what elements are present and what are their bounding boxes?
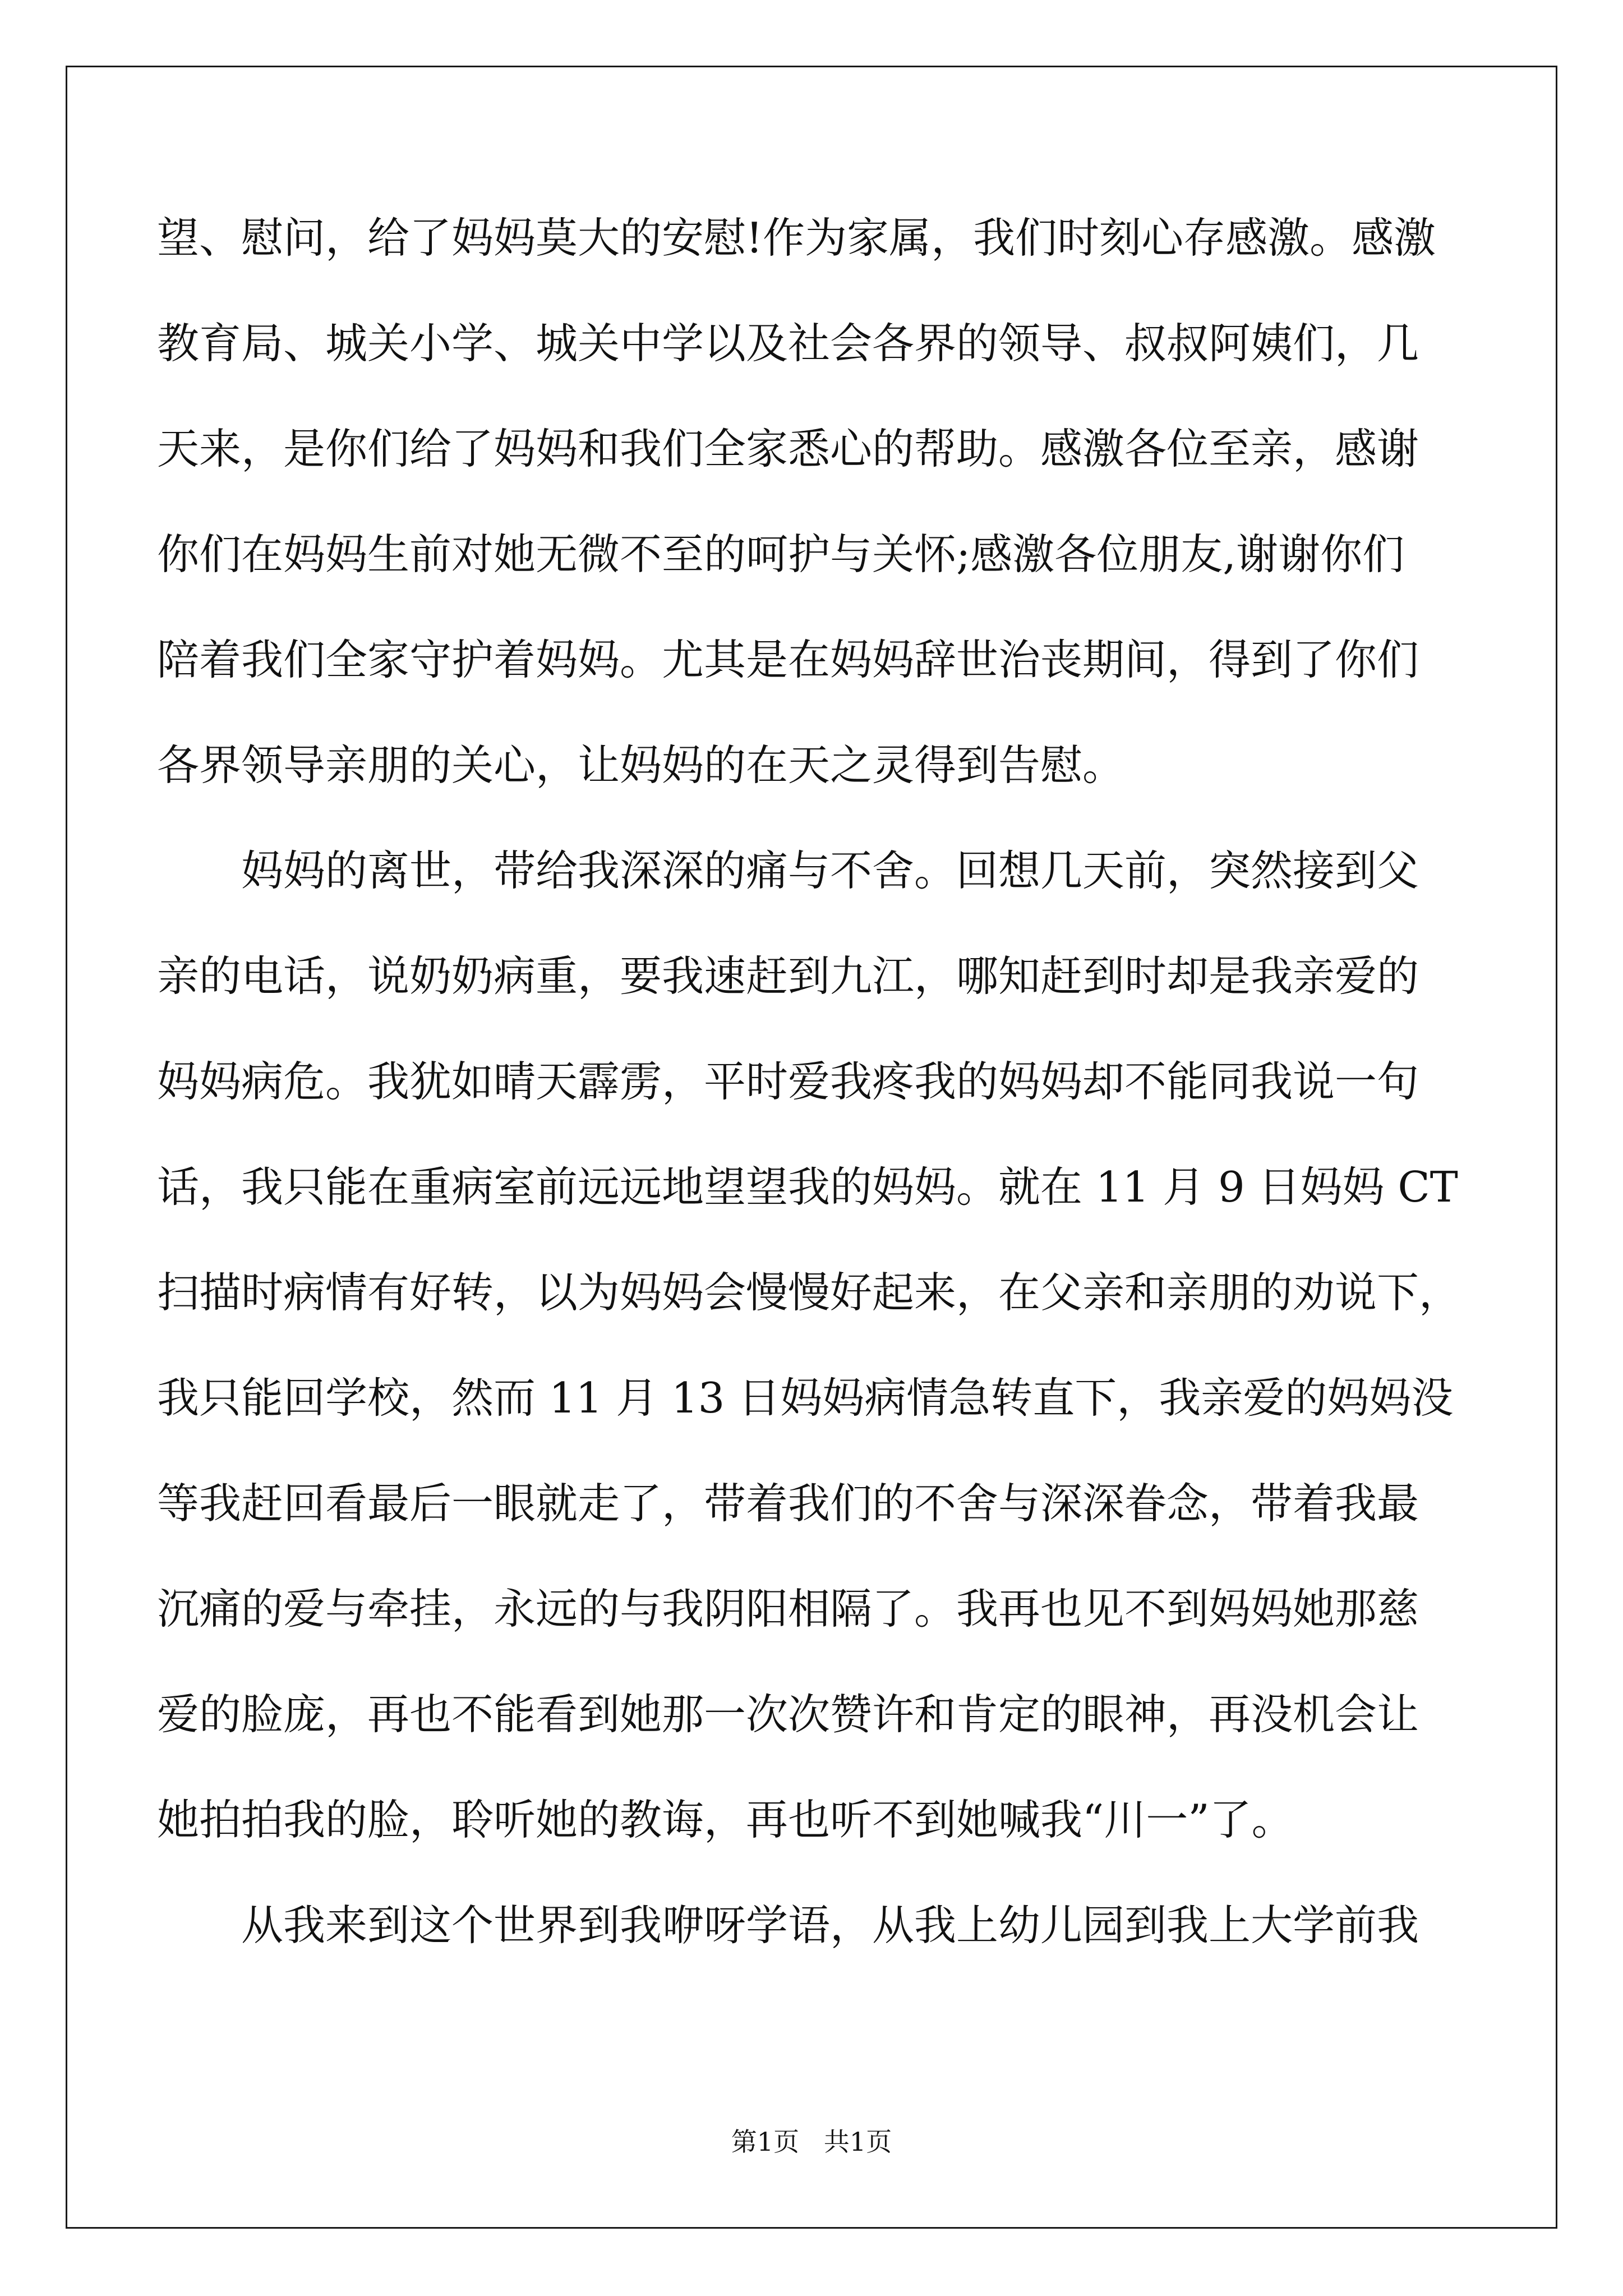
text-line: 我只能回学校，然而 11 月 13 日妈妈病情急转直下，我亲爱的妈妈没 (157, 1373, 1454, 1423)
text-line: 陪着我们全家守护着妈妈。尤其是在妈妈辞世治丧期间，得到了你们 (157, 635, 1419, 684)
text-line: 沉痛的爱与牵挂，永远的与我阴阳相隔了。我再也见不到妈妈她那慈 (157, 1584, 1419, 1634)
paragraph-first-line: 从我来到这个世界到我咿呀学语，从我上幼儿园到我上大学前我 (157, 1901, 1419, 1950)
text-line: 话，我只能在重病室前远远地望望我的妈妈。就在 11 月 9 日妈妈 CT (157, 1162, 1458, 1212)
text-line: 等我赶回看最后一眼就走了，带着我们的不舍与深深眷念，带着我最 (157, 1479, 1419, 1528)
text-line: 妈妈病危。我犹如晴天霹雳，平时爱我疼我的妈妈却不能同我说一句 (157, 1057, 1419, 1106)
text-line: 你们在妈妈生前对她无微不至的呵护与关怀;感激各位朋友,谢谢你们 (157, 530, 1405, 579)
text-line: 她拍拍我的脸，聆听她的教诲，再也听不到她喊我“川一”了。 (157, 1795, 1294, 1844)
document-body (157, 185, 1469, 1978)
text-line: 望、慰问，给了妈妈莫大的安慰!作为家属，我们时刻心存感激。感激 (157, 213, 1436, 263)
text-line: 各界领导亲朋的关心，让妈妈的在天之灵得到告慰。 (157, 740, 1125, 790)
text-line: 天来，是你们给了妈妈和我们全家悉心的帮助。感激各位至亲，感谢 (157, 424, 1419, 473)
text-line: 扫描时病情有好转，以为妈妈会慢慢好起来，在父亲和亲朋的劝说下， (157, 1268, 1461, 1317)
paragraph-first-line: 妈妈的离世，带给我深深的痛与不舍。回想几天前，突然接到父 (157, 846, 1419, 895)
page-number-footer: 第1页 共1页 (731, 2127, 892, 2157)
text-line: 亲的电话，说奶奶病重，要我速赶到九江，哪知赶到时却是我亲爱的 (157, 951, 1419, 1001)
text-line: 爱的脸庞，再也不能看到她那一次次赞许和肯定的眼神，再没机会让 (157, 1690, 1419, 1739)
text-line: 教育局、城关小学、城关中学以及社会各界的领导、叔叔阿姨们，几 (157, 319, 1419, 368)
